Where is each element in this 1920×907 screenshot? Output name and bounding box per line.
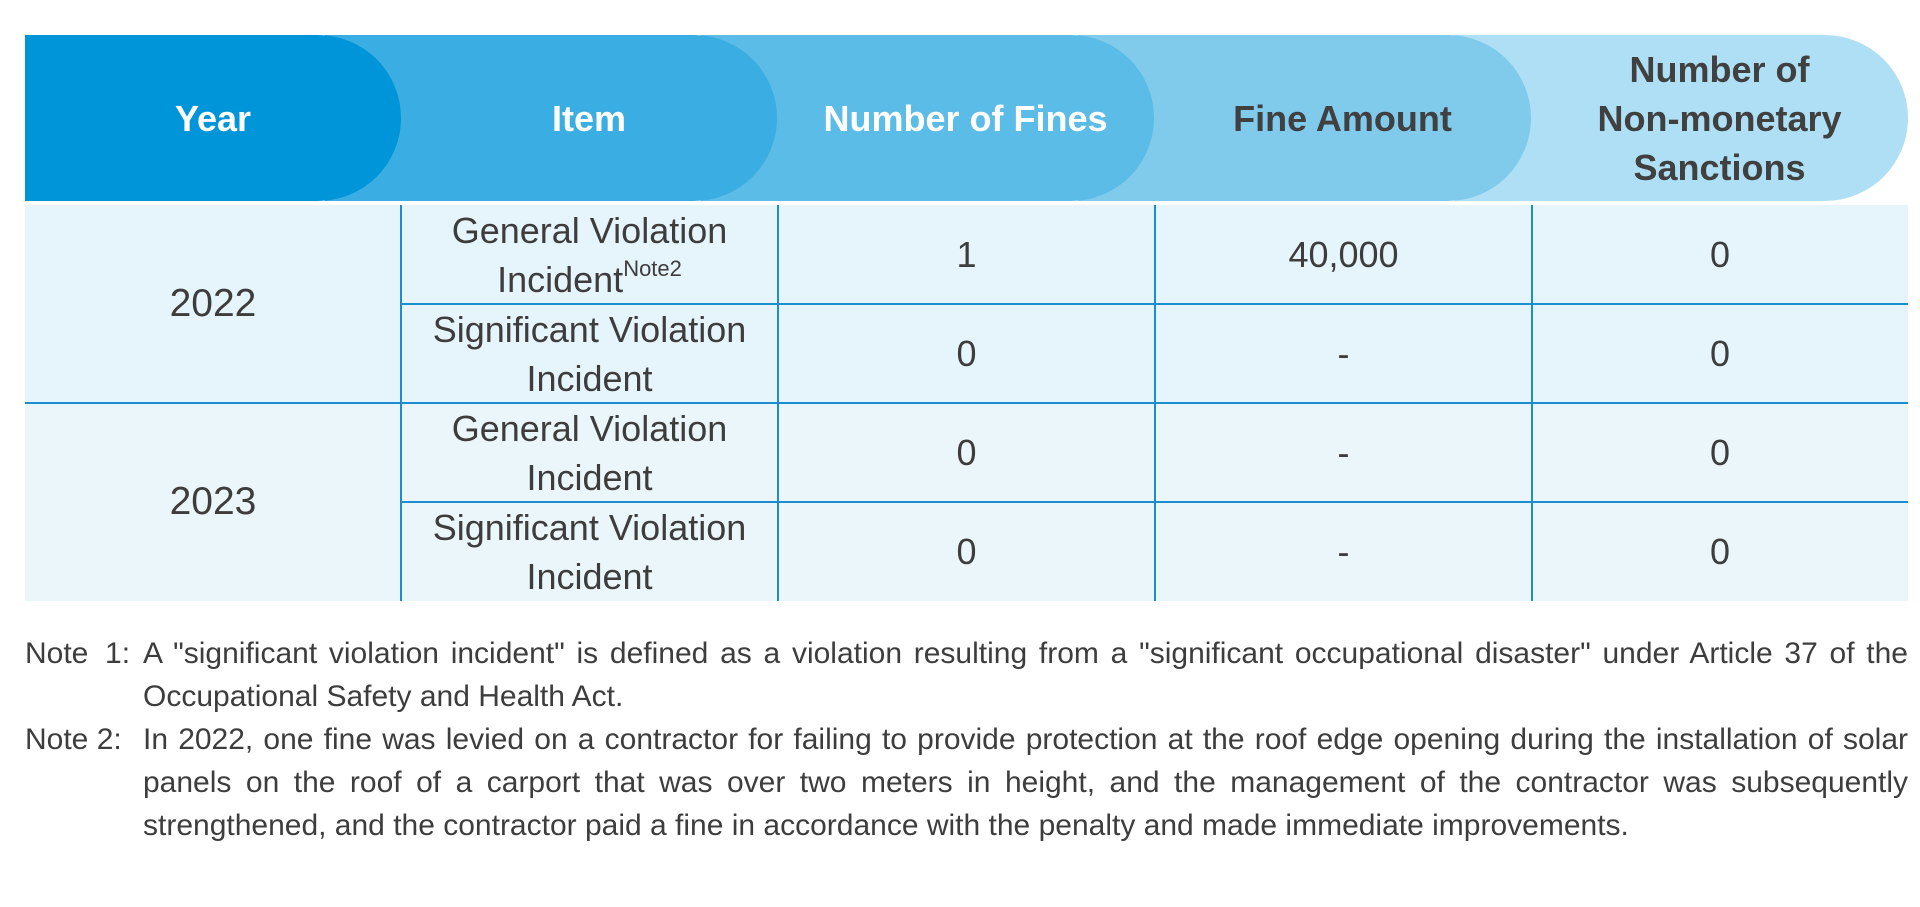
table-body <box>25 205 1908 601</box>
amount-cell: - <box>1337 333 1350 374</box>
year-cell: 2023 <box>169 480 257 523</box>
fines-cell: 1 <box>956 234 977 275</box>
header-non-monetary-line3: Sanctions <box>1633 146 1806 188</box>
item-line1: Significant Violation <box>432 506 747 548</box>
item-line2: Incident <box>497 258 624 300</box>
header-non-monetary-line2: Non-monetary <box>1597 97 1842 139</box>
note-reference: Note2 <box>623 255 682 281</box>
footnote-1 <box>25 632 1908 718</box>
header-year <box>25 35 401 201</box>
fines-cell: 0 <box>956 531 977 572</box>
item-line2: Incident <box>526 456 653 498</box>
item-line1: Significant Violation <box>432 308 747 350</box>
amount-cell: - <box>1337 432 1350 473</box>
header-fine-amount-label: Fine Amount <box>1233 97 1452 139</box>
header-year-label: Year <box>174 97 252 139</box>
footnote-label: Note 1: <box>25 637 131 670</box>
item-cell <box>401 502 778 601</box>
item-line2: Incident <box>526 555 653 597</box>
item-cell <box>401 304 778 403</box>
violations-table <box>25 35 1908 601</box>
non-monetary-cell: 0 <box>1709 234 1731 275</box>
header-number-of-fines-label: Number of Fines <box>823 97 1108 139</box>
item-cell <box>401 403 778 502</box>
non-monetary-cell: 0 <box>1709 432 1731 473</box>
header-item-label: Item <box>551 97 627 139</box>
footnote-text: In 2022, one fine was levied on a contractor for failing to provide protection at the roof edge opening during the installation of solar panels on the roof of a carport that was over two meters in height, and the management of the contractor was subsequently strengthened, and the contractor paid a fine in accordance with the penalty and made immediate improvements. <box>143 723 1908 842</box>
item-line2: Incident <box>526 357 653 399</box>
non-monetary-cell: 0 <box>1709 531 1731 572</box>
footnote-2 <box>25 718 1908 847</box>
footnote-label: Note 2: <box>25 723 122 756</box>
table-header <box>25 35 1908 201</box>
fines-cell: 0 <box>956 432 977 473</box>
header-non-monetary-line1: Number of <box>1629 48 1810 90</box>
non-monetary-cell: 0 <box>1709 333 1731 374</box>
year-cell: 2022 <box>169 282 257 325</box>
item-cell <box>401 205 778 304</box>
fines-cell: 0 <box>956 333 977 374</box>
footnotes <box>25 632 1908 847</box>
item-line1: General Violation <box>451 209 728 251</box>
item-line1: General Violation <box>451 407 728 449</box>
amount-cell: - <box>1337 531 1350 572</box>
footnote-text: A "significant violation incident" is defined as a violation resulting from a "significant occupational disaster" under Article 37 of the Occupational Safety and Health Act. <box>143 637 1908 713</box>
amount-cell: 40,000 <box>1288 234 1399 275</box>
